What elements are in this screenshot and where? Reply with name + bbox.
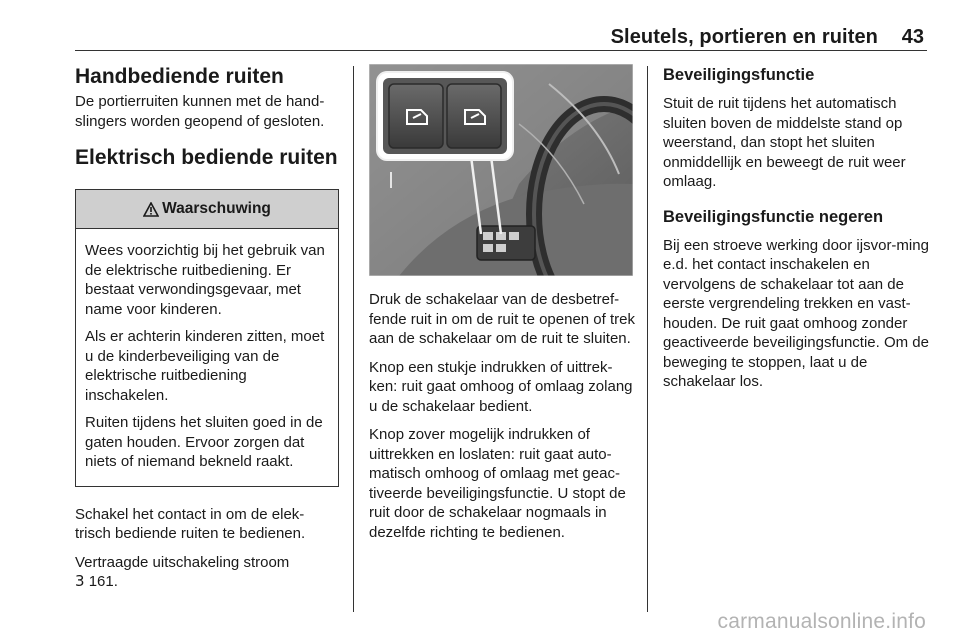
section-heading-electric-windows: Elektrisch bediende ruiten [75, 146, 338, 169]
warning-paragraph: Wees voorzichtig bij het gebruik van de elektrische ruitbediening. Er bestaat verwondingsgevaar, met name voor kinderen. [85, 242, 325, 318]
window-switch-figure [369, 64, 633, 276]
warning-body [76, 229, 338, 486]
section-heading-manual-windows: Handbediende ruiten [75, 65, 284, 88]
warning-header [76, 190, 338, 229]
running-header-title: Sleutels, portieren en ruiten [610, 26, 878, 48]
warning-box [75, 189, 339, 487]
body-paragraph: Druk de schakelaar van de desbetref-fende ruit in om de ruit te openen of trek aan de schakelaar om de ruit te sluiten. [369, 291, 635, 347]
page-reference-arrow[interactable]: 3 [75, 572, 85, 590]
page-reference-number[interactable]: 161. [88, 573, 118, 590]
section-heading-safety-function: Beveiligingsfunctie [663, 66, 815, 84]
warning-paragraph: Als er achterin kinderen zitten, moet u de kinderbeveiliging van de elektrische ruitbediening inschakelen. [85, 328, 325, 404]
left-column [75, 64, 339, 601]
section-heading-override-safety: Beveiligingsfunctie negeren [663, 207, 884, 226]
body-paragraph: Knop een stukje indrukken of uittrek-ken: ruit gaat omhoog of omlaag zolang u de schakelaar bedient. [369, 358, 633, 415]
body-paragraph: Knop zover mogelijk indrukken of uittrekken en loslaten: ruit gaat auto-matisch omhoog of omlaag met geac-tiveerde beveiligingsfunctie. U stopt de ruit door de schakelaar nogmaals in dezelfde richting te bedienen. [369, 426, 626, 541]
intro-paragraph: De portierruiten kunnen met de hand-slingers worden geopend of gesloten. [75, 93, 325, 130]
column-divider-right [647, 66, 648, 612]
middle-column [369, 64, 635, 551]
body-paragraph: Schakel het contact in om de elek-trisch bediende ruiten te bedienen. [75, 505, 306, 542]
watermark-text: carmanualsonline.info [717, 610, 926, 633]
page-number: 43 [901, 26, 924, 48]
right-column [663, 64, 929, 401]
body-paragraph: Stuit de ruit tijdens het automatisch sluiten boven de middelste stand op weerstand, dan stopt het sluiten onmiddellijk en beweegt de ruit weer omlaag. [663, 95, 906, 190]
header-rule [75, 50, 927, 51]
delayed-power-off-text: Vertraagde uitschakeling stroom [75, 553, 290, 571]
body-paragraph [75, 553, 339, 592]
body-paragraph: Bij een stroeve werking door ijsvor-ming e.d. het contact inschakelen en vervolgens de schakelaar tot aan de eerste vergrendeling trekken en vast-houden. De ruit gaat omhoog zonder geactiveerde beveiligingsfunctie. Om de beweging te stoppen, laat u de schakelaar los. [663, 236, 929, 390]
column-divider-left [353, 66, 354, 612]
window-switch-illustration [369, 64, 633, 276]
warning-title: Waarschuwing [162, 200, 271, 217]
warning-paragraph: Ruiten tijdens het sluiten goed in de gaten houden. Ervoor zorgen dat niets of niemand bekneld raakt. [85, 414, 323, 470]
warning-triangle-icon [143, 202, 159, 217]
